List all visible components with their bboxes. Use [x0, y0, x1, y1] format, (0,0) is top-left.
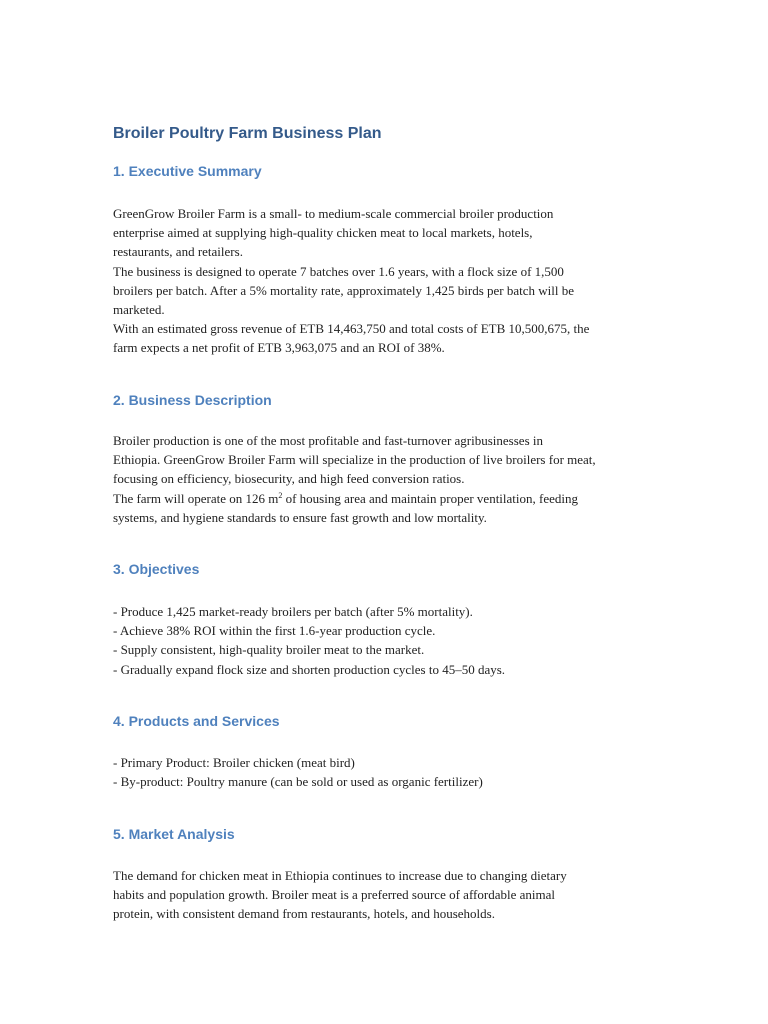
paragraph-line: habits and population growth. Broiler meat is a preferred source of affordable animal — [113, 887, 555, 903]
paragraph-line: enterprise aimed at supplying high-quality chicken meat to local markets, hotels, — [113, 225, 533, 241]
paragraph-line: The demand for chicken meat in Ethiopia continues to increase due to changing dietary — [113, 868, 567, 883]
paragraph-line: With an estimated gross revenue of ETB 14,463,750 and total costs of ETB 10,500,675, the — [113, 321, 590, 337]
document-title: Broiler Poultry Farm Business Plan — [113, 125, 382, 142]
area-text-continued: of housing area and maintain proper ventilation, feeding — [285, 490, 578, 506]
paragraph-line: The business is designed to operate 7 batches over 1.6 years, with a flock size of 1,500 — [113, 263, 564, 279]
list-item: - Achieve 38% ROI within the first 1.6-year production cycle. — [113, 623, 436, 639]
section-heading-business-description: 2. Business Description — [113, 392, 272, 408]
section-body-business-description — [113, 431, 658, 527]
paragraph-line: GreenGrow Broiler Farm is a small- to medium-scale commercial broiler production — [113, 206, 554, 221]
section-heading-executive-summary: 1. Executive Summary — [113, 163, 262, 179]
section-heading-products-and-services: 4. Products and Services — [113, 713, 280, 729]
section-heading-market-analysis: 5. Market Analysis — [113, 826, 235, 842]
list-item: - Produce 1,425 market-ready broilers per batch (after 5% mortality). — [113, 604, 473, 619]
paragraph-line-with-superscript — [113, 489, 658, 508]
section-body-executive-summary — [113, 204, 658, 358]
list-item: - Gradually expand flock size and shorten production cycles to 45–50 days. — [113, 661, 506, 677]
paragraph-line: broilers per batch. After a 5% mortality rate, approximately 1,425 birds per batch will be — [113, 282, 574, 298]
paragraph-line: Ethiopia. GreenGrow Broiler Farm will specialize in the production of live broilers for meat, — [113, 452, 596, 468]
area-text: The farm will operate on 126 m — [113, 490, 279, 506]
paragraph-line: marketed. — [113, 302, 165, 318]
list-item: - By-product: Poultry manure (can be sold or used as organic fertilizer) — [113, 774, 483, 790]
paragraph-line: protein, with consistent demand from restaurants, hotels, and households. — [113, 906, 495, 922]
section-body-products-and-services — [113, 753, 658, 791]
section-heading-objectives: 3. Objectives — [113, 561, 200, 577]
paragraph-line: systems, and hygiene standards to ensure fast growth and low mortality. — [113, 509, 487, 525]
section-body-market-analysis — [113, 866, 658, 924]
paragraph-line: farm expects a net profit of ETB 3,963,075 and an ROI of 38%. — [113, 340, 445, 356]
area-superscript: 2 — [278, 490, 283, 500]
list-item: - Supply consistent, high-quality broiler meat to the market. — [113, 642, 425, 658]
list-item: - Primary Product: Broiler chicken (meat bird) — [113, 755, 355, 770]
section-body-objectives — [113, 602, 658, 679]
paragraph-line: focusing on efficiency, biosecurity, and high feed conversion ratios. — [113, 471, 465, 487]
paragraph-line: Broiler production is one of the most profitable and fast-turnover agribusinesses in — [113, 433, 543, 448]
paragraph-line: restaurants, and retailers. — [113, 244, 243, 260]
